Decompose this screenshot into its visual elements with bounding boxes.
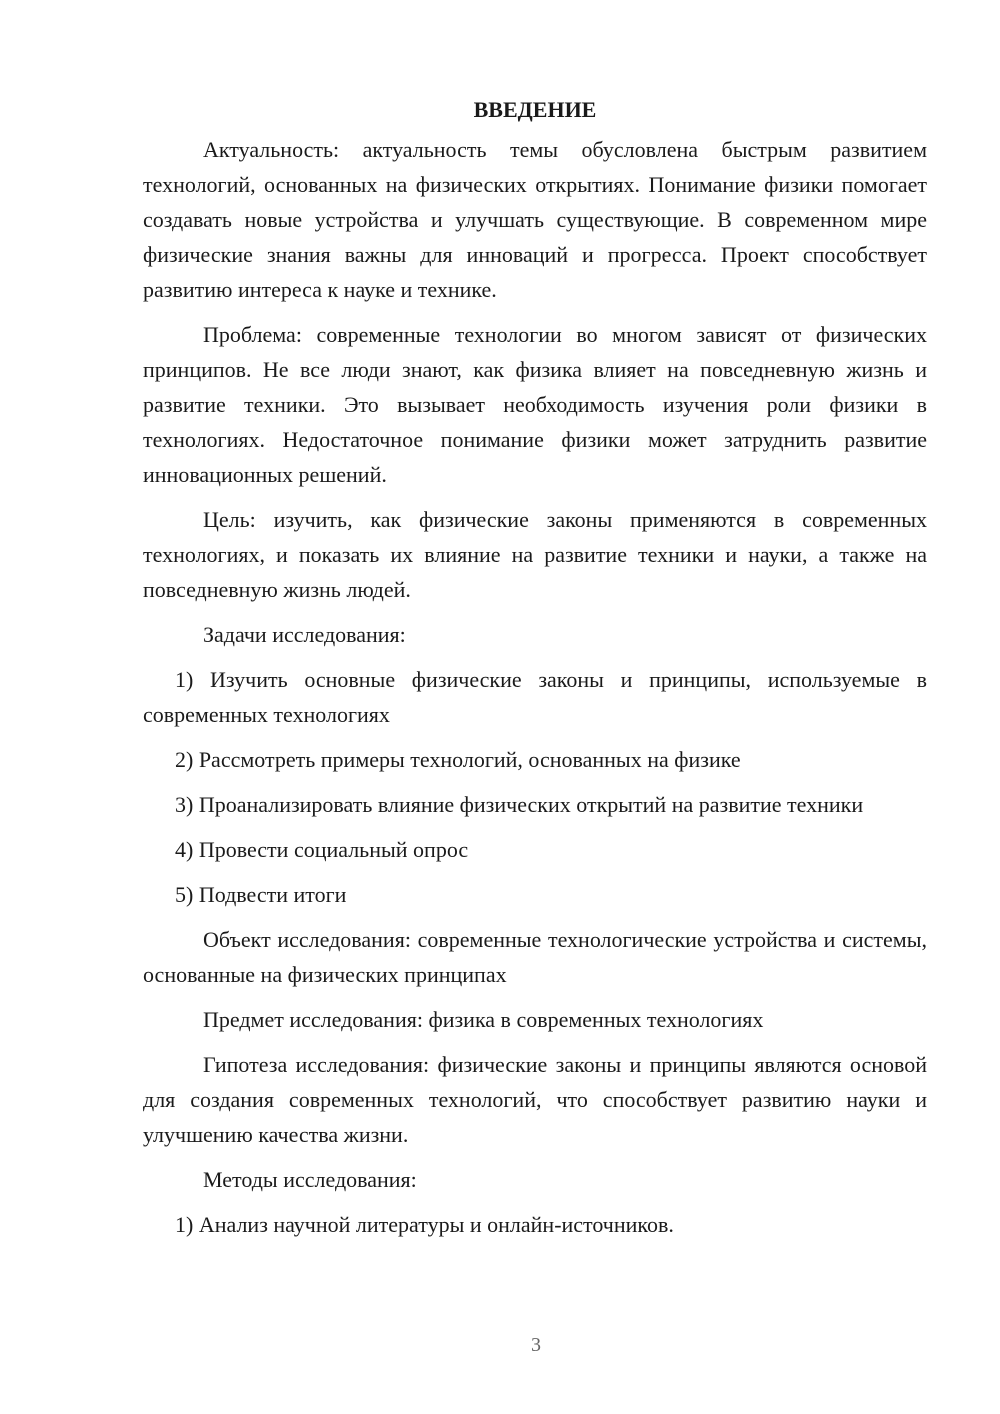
page-title: ВВЕДЕНИЕ bbox=[473, 97, 597, 122]
page-number: 3 bbox=[531, 1334, 541, 1356]
task-item: 4) Провести социальный опрос bbox=[175, 837, 469, 862]
goal-paragraph: Цель: изучить, как физические законы применяются в современных технологиях, и показать их влияние на развитие техники и науки, а также на повседневную жизнь людей. bbox=[143, 507, 927, 602]
task-item: 3) Проанализировать влияние физических открытий на развитие техники bbox=[175, 792, 864, 817]
task-item: 2) Рассмотреть примеры технологий, основанных на физике bbox=[175, 747, 741, 772]
method-item: 1) Анализ научной литературы и онлайн-источников. bbox=[175, 1212, 674, 1237]
subject-paragraph: Предмет исследования: физика в современных технологиях bbox=[203, 1007, 764, 1032]
relevance-paragraph: Актуальность: актуальность темы обусловлена быстрым развитием технологий, основанных на физических открытиях. Понимание физики помогает создавать новые устройства и улучшать существующие. В современном мире физические знания важны для инноваций и прогресса. Проект способствует развитию интереса к науке и технике. bbox=[143, 137, 927, 302]
problem-paragraph: Проблема: современные технологии во многом зависят от физических принципов. Не все люди знают, как физика влияет на повседневную жизнь и развитие техники. Это вызывает необходимость изучения роли физики в технологиях. Недостаточное понимание физики может затруднить развитие инновационных решений. bbox=[143, 322, 927, 487]
task-item: 1) Изучить основные физические законы и принципы, используемые в современных технологиях bbox=[143, 667, 927, 727]
document-page bbox=[143, 92, 927, 1252]
methods-heading: Методы исследования: bbox=[203, 1167, 417, 1192]
task-item: 5) Подвести итоги bbox=[175, 882, 347, 907]
tasks-heading: Задачи исследования: bbox=[203, 622, 406, 647]
object-paragraph: Объект исследования: современные технологические устройства и системы, основанные на физических принципах bbox=[143, 927, 927, 987]
hypothesis-paragraph: Гипотеза исследования: физические законы и принципы являются основой для создания современных технологий, что способствует развитию науки и улучшению качества жизни. bbox=[143, 1052, 927, 1147]
